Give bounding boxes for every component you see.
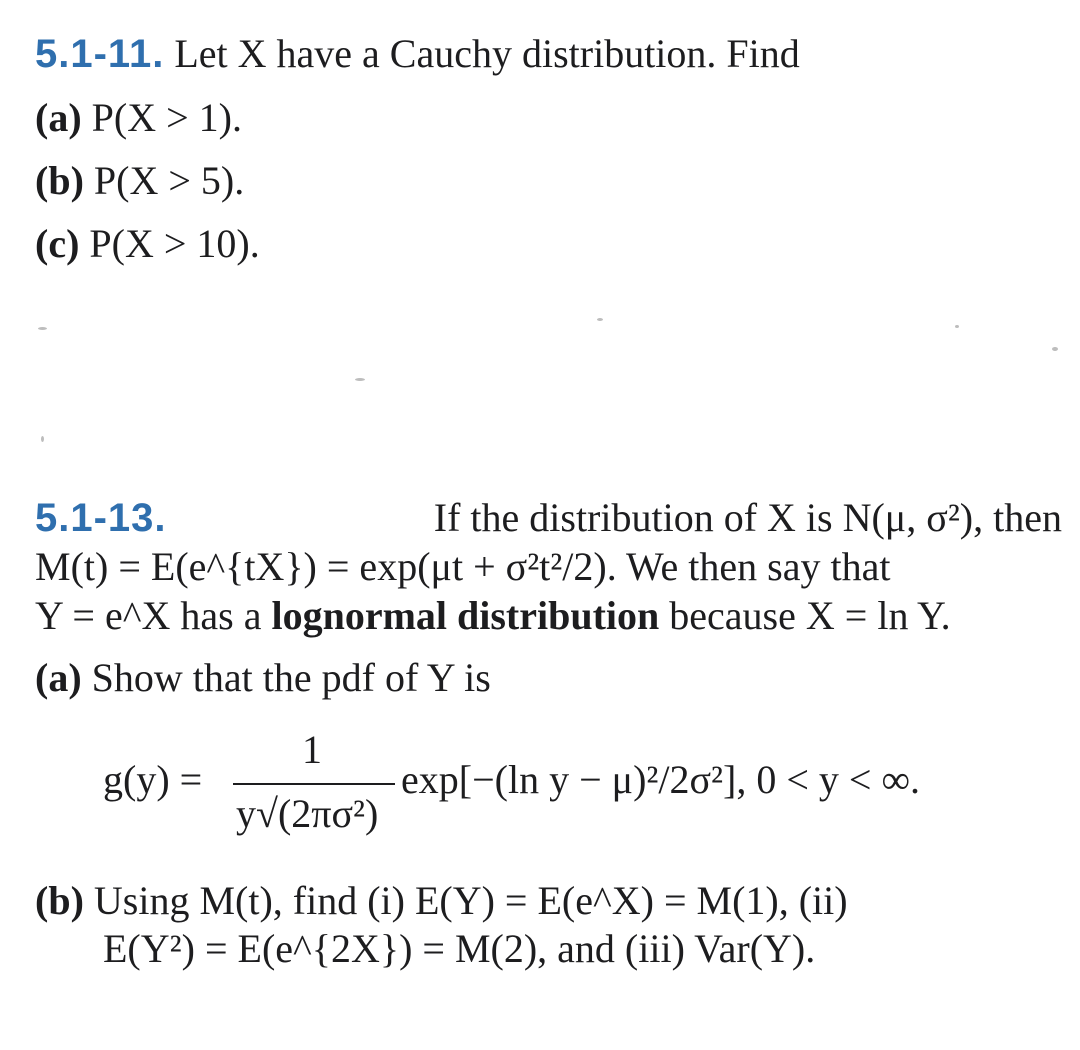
problem-13-part-b-cont: E(Y²) = E(e^{2X}) = M(2), and (iii) Var(Y). — [103, 926, 816, 971]
scan-artifact — [41, 436, 44, 442]
scan-artifact — [955, 325, 959, 328]
scan-artifact — [355, 378, 365, 381]
part-a-text: Show that the pdf of Y is — [91, 655, 491, 700]
formula-numerator: 1 — [302, 727, 322, 772]
problem-11-part-c — [35, 220, 260, 268]
formula-rhs: exp[−(ln y − μ)²/2σ²], 0 < y < ∞. — [401, 757, 921, 802]
part-c-label: (c) — [35, 221, 80, 266]
scan-artifact — [1052, 347, 1058, 351]
problem-13-number: 5.1-13. — [35, 496, 167, 540]
part-c-expr: P(X > 10). — [89, 221, 260, 266]
part-b-label: (b) — [35, 158, 84, 203]
problem-13-line-1 — [35, 494, 1062, 542]
part-a-expr: P(X > 1). — [91, 95, 242, 140]
part-a-label: (a) — [35, 95, 82, 140]
formula-lhs: g(y) = — [103, 757, 203, 802]
scan-artifact — [38, 327, 47, 330]
line-3-post: because X = ln Y. — [669, 593, 951, 638]
part-a-label: (a) — [35, 655, 82, 700]
problem-13-line-1-text: If the distribution of X is N(μ, σ²), then — [433, 495, 1062, 540]
scan-artifact — [597, 318, 603, 321]
problem-11-intro: Let X have a Cauchy distribution. Find — [174, 31, 800, 76]
formula-denominator: y√(2πσ²) — [236, 791, 379, 836]
part-b-expr: P(X > 5). — [93, 158, 245, 203]
lognormal-term: lognormal distribution — [271, 593, 660, 638]
problem-13-line-3 — [35, 592, 951, 640]
line-3-pre: Y = e^X has a — [35, 593, 262, 638]
problem-13-part-b — [35, 877, 848, 925]
fraction-bar — [233, 783, 395, 785]
problem-11-part-b — [35, 157, 244, 205]
problem-11-number: 5.1-11. — [35, 32, 165, 76]
problem-13-line-2: M(t) = E(e^{tX}) = exp(μt + σ²t²/2). We then say that — [35, 544, 891, 589]
part-b-line-1: Using M(t), find (i) E(Y) = E(e^X) = M(1), (ii) — [93, 878, 848, 923]
problem-11-header — [35, 30, 800, 78]
problem-11-part-a — [35, 94, 242, 142]
problem-13-part-a — [35, 654, 491, 702]
part-b-label: (b) — [35, 878, 84, 923]
